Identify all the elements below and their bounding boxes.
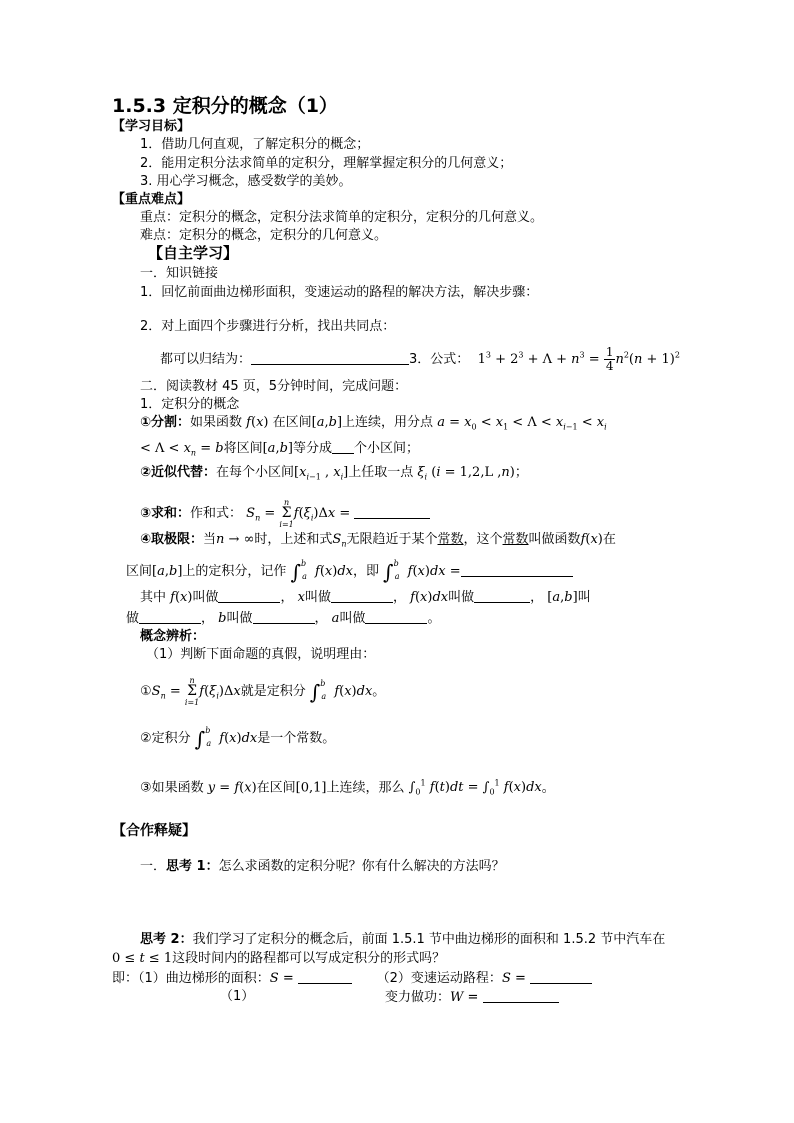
proposition-1: $①S_n$ = n Σ i=1 $f(\xi_i)\Delta x$就是定积分 ∫$^b_a$ f(x)dx。 (140, 676, 386, 707)
answer-text: （2）变速运动路程： (376, 971, 502, 986)
integral-blank[interactable] (461, 562, 573, 577)
goal-3: 3. 用心学习概念，感受数学的美妙。 (140, 174, 352, 189)
think-1-prefix: 一． (140, 859, 167, 874)
step-divide-text: 个小区间； (354, 441, 420, 456)
names-line: 其中 f(x)叫做 ， x叫做 ， f(x)dx叫做 ， [a,b]叫 (140, 590, 591, 605)
self-study-header: 【自主学习】 (148, 244, 239, 262)
step-approx-text: 上任取一点 (348, 465, 414, 480)
page-title: 1.5.3 定积分的概念（1） (112, 95, 338, 117)
goal-2: 2．能用定积分法求简单的定积分，理解掌握定积分的几何意义； (140, 156, 513, 171)
think-2-cont: 0 ≤ t ≤ 1这段时间内的路程都可以写成定积分的形式吗？ (112, 951, 446, 966)
prop-text: ① (140, 684, 152, 699)
cooperation-header: 【合作释疑】 (112, 823, 196, 839)
work-blank[interactable] (483, 988, 559, 1003)
step-divide-text: 如果函数 (190, 415, 243, 430)
variable-blank[interactable] (331, 588, 393, 603)
names-text: 叫做 (339, 611, 366, 626)
discrimination-question: （1）判断下面命题的真假，说明理由： (146, 647, 376, 662)
sum-blank[interactable] (354, 504, 430, 519)
keypoints-header: 【重点难点】 (112, 192, 191, 207)
summarize-blank[interactable] (251, 350, 409, 365)
step-limit-text: ，这个 (463, 532, 503, 547)
names-line-2: 做 ， b叫做 ， a叫做 。 (126, 611, 441, 626)
answer-work: 变力做功：W = (385, 988, 559, 1007)
summarize-label: 都可以归结为： (160, 352, 252, 367)
step-divide: ①分割：如果函数 f(x) 在区间[a,b]上连续，用分点 $a = x_0 < x_1 < \Lambda < x_{i-1} < x_i$ (140, 415, 607, 432)
part-two-heading: 二．阅读教材 45 页，5分钟时间，完成问题： (140, 379, 408, 394)
step-limit-text: 时，上述和式 (254, 532, 333, 547)
answer-text: 即：（1）曲边梯形的面积： (112, 971, 270, 986)
step-sum-text: 作和式： (190, 506, 243, 521)
step-divide-cont: < $\Lambda < x_n = b$将区间[a,b]等分成 个小区间； (140, 441, 420, 458)
names-text: 叫做 (226, 611, 253, 626)
discrimination-header: 概念辨析： (140, 629, 206, 644)
step-divide-label: ①分割： (140, 415, 191, 430)
step-limit-text: 叫做函数 (528, 532, 581, 547)
think-1-text: 怎么求函数的定积分呢？你有什么解决的方法吗？ (218, 859, 505, 874)
names-text: ， (530, 590, 544, 605)
key-point: 重点：定积分的概念，定积分法求简单的定积分，定积分的几何意义。 (140, 210, 544, 225)
integrand-blank[interactable] (218, 588, 280, 603)
names-text: 叫 (577, 590, 591, 605)
step-sum: ③求和：作和式： $S_n$ = n Σ i=1 $f(\xi_i)\Delta x$ = (140, 498, 430, 529)
distance-blank[interactable] (530, 969, 592, 984)
question-2: 2．对上面四个步骤进行分析，找出共同点： (140, 319, 396, 334)
prop-text: 上连续，那么 (326, 780, 405, 796)
step-limit-text: 区间 (126, 564, 153, 579)
names-text: ， (201, 611, 215, 626)
area-blank[interactable] (298, 969, 352, 984)
names-text: ， (393, 590, 407, 605)
think-1-label: 思考 1： (166, 859, 219, 874)
step-divide-text: 将区间 (223, 441, 263, 456)
upper-limit-blank[interactable] (253, 609, 315, 624)
interval-blank[interactable] (139, 609, 201, 624)
step-limit-const: 常数 (502, 532, 529, 547)
difficult-point: 难点：定积分的概念，定积分的几何意义。 (140, 228, 388, 243)
prop-text: ③如果函数 (140, 780, 204, 796)
names-text: 其中 (140, 590, 167, 605)
part-one-heading: 一．知识链接 (140, 266, 219, 281)
step-limit-const: 常数 (437, 532, 464, 547)
names-text: 叫做 (192, 590, 219, 605)
prop-text: 就是定积分 (240, 684, 306, 699)
step-limit-text: 当 (203, 532, 217, 547)
proposition-2: ②定积分 ∫$^b_a$ f(x)dx是一个常数。 (140, 726, 336, 751)
prop-text: ②定积分 (140, 731, 191, 746)
count-blank[interactable] (332, 439, 354, 454)
expression-blank[interactable] (474, 588, 530, 603)
answer-text: 变力做功： (385, 990, 451, 1005)
think-2-text: 这段时间内的路程都可以写成定积分的形式吗？ (172, 951, 446, 966)
step-limit-text: 上的定积分，记作 (182, 564, 287, 579)
proposition-3: ③如果函数 y = f(x)在区间[0,1]上连续，那么 $\int_0^1$ $f(t)dt = \int_0^1$ f(x)dx。 (140, 779, 555, 797)
step-divide-text: 在区间 (272, 415, 312, 430)
names-text: ， (314, 611, 328, 626)
step-limit-cont: 区间[a,b]上的定积分，记作 ∫$^b_a$ f(x)dx，即 ∫$^b_a$ f(x)dx = (126, 562, 573, 582)
concept-title: 1．定积分的概念 (140, 397, 240, 412)
names-text: 叫做 (448, 590, 475, 605)
step-approx-text: 在每个小区间 (216, 465, 295, 480)
step-approx: ②近似代替：在每个小区间[$x_{i-1}$ , $x_i$]上任取一点 $\xi_i$ (i = 1,2,L ,n)； (140, 465, 528, 482)
step-limit-text: ，即 (353, 564, 380, 579)
goal-1: 1．借助几何直观，了解定积分的概念； (140, 137, 370, 152)
answer-line: 即：（1）曲边梯形的面积：S = （2）变速运动路程：S = (112, 969, 592, 988)
step-approx-label: ②近似代替： (140, 465, 217, 480)
think-2 (140, 931, 665, 949)
step-limit-label: ④取极限： (140, 532, 204, 547)
goals-header: 【学习目标】 (112, 119, 191, 134)
think-2-text: 我们学习了定积分的概念后，前面 1.5.1 节中曲边梯形的面积和 1.5.2 节中汽车在 (192, 932, 666, 947)
step-divide-text: 等分成 (292, 441, 332, 456)
think-2-label: 思考 2： (140, 932, 193, 947)
question-1: 1．回忆前面曲边梯形面积，变速运动的路程的解决方法，解决步骤： (140, 285, 539, 300)
sum-of-cubes-formula: $1^3 + 2^3 + \Lambda + n^3$ = $\frac{1}{4}$ $n^2(n + 1)^2$ (477, 345, 680, 373)
formula-label: 3．公式： (409, 352, 470, 367)
prop-text: 是一个常数。 (257, 731, 336, 746)
prop-text: 。 (372, 684, 386, 699)
step-divide-text: 上连续，用分点 (342, 415, 434, 430)
names-text: 做 (126, 611, 140, 626)
summarize-line (160, 346, 680, 373)
names-text: 。 (427, 611, 441, 626)
lower-limit-blank[interactable] (365, 609, 427, 624)
prop-text: 在区间 (256, 780, 296, 796)
step-limit: ④取极限：当n → ∞时，上述和式$S_n$无限趋近于某个常数，这个常数叫做函数f(x)在 (140, 532, 616, 549)
step-sum-label: ③求和： (140, 506, 191, 521)
think-1 (140, 858, 505, 876)
names-text: ， (280, 590, 294, 605)
names-text: 叫做 (304, 590, 331, 605)
answer-3-num: （1） (220, 989, 255, 1004)
prop-text: 。 (541, 780, 555, 796)
step-limit-text: 无限趋近于某个 (346, 532, 438, 547)
step-limit-text: 在 (602, 532, 616, 547)
